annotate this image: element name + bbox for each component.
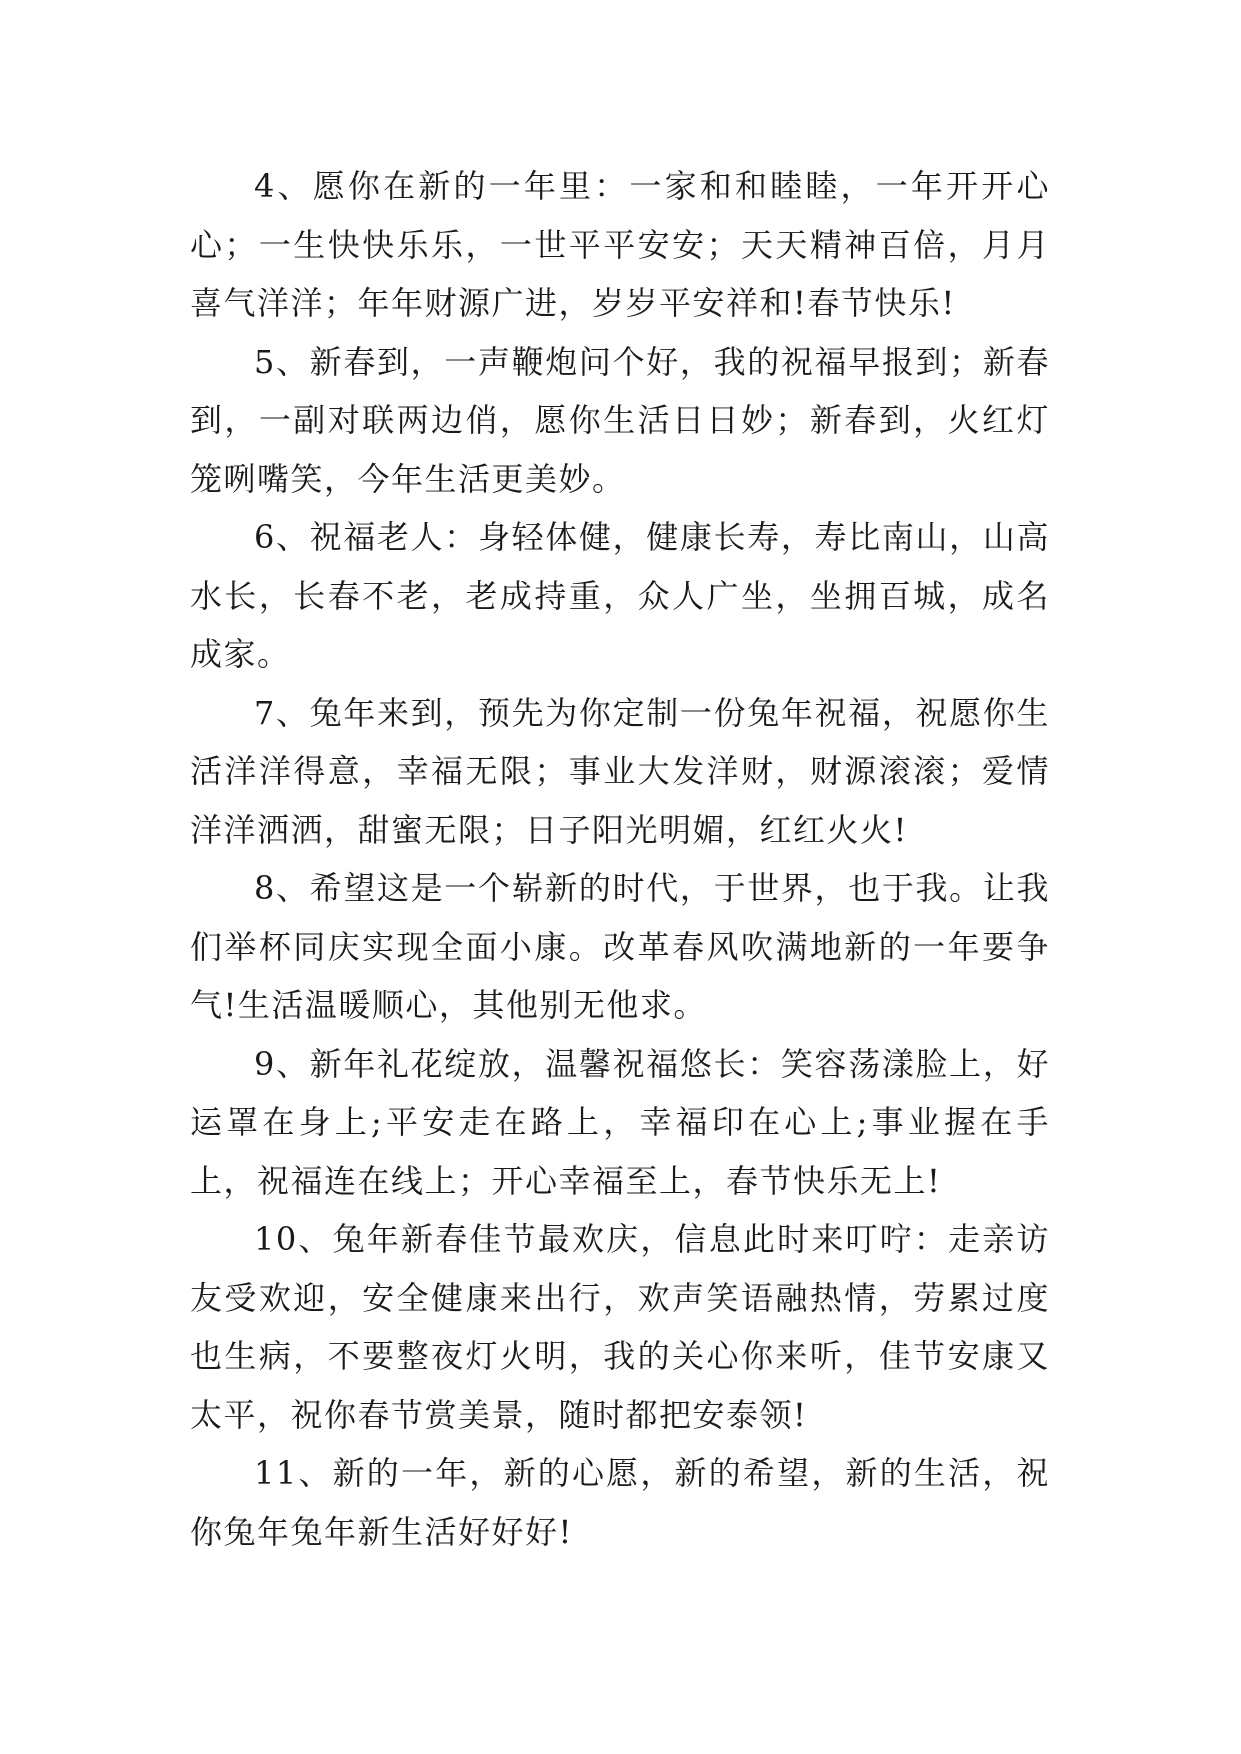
paragraph-8: 8、希望这是一个崭新的时代，于世界，也于我。让我们举杯同庆实现全面小康。改革春风吹满地新的一年要争气!生活温暖顺心，其他别无他求。 (190, 869, 1050, 1024)
paragraph-6: 6、祝福老人：身轻体健，健康长寿，寿比南山，山高水长，长春不老，老成持重，众人广坐，坐拥百城，成名成家。 (190, 518, 1050, 673)
paragraph-4: 4、愿你在新的一年里：一家和和睦睦，一年开开心心；一生快快乐乐，一世平平安安；天天精神百倍，月月喜气洋洋；年年财源广进，岁岁平安祥和!春节快乐! (190, 167, 1050, 322)
paragraph-11: 11、新的一年，新的心愿，新的希望，新的生活，祝你兔年兔年新生活好好好! (190, 1454, 1050, 1551)
paragraph-5: 5、新春到，一声鞭炮问个好，我的祝福早报到；新春到，一副对联两边俏，愿你生活日日妙；新春到，火红灯笼咧嘴笑，今年生活更美妙。 (190, 342, 1050, 498)
paragraph-10: 10、兔年新春佳节最欢庆，信息此时来叮咛：走亲访友受欢迎，安全健康来出行，欢声笑语融热情，劳累过度也生病，不要整夜灯火明，我的关心你来听，佳节安康又太平，祝你春节赏美景，随时都把安泰领! (190, 1220, 1050, 1434)
document-body (190, 157, 1050, 1561)
paragraph-9: 9、新年礼花绽放，温馨祝福悠长：笑容荡漾脸上，好运罩在身上;平安走在路上，幸福印在心上;事业握在手上，祝福连在线上；开心幸福至上，春节快乐无上! (190, 1044, 1050, 1200)
paragraph-7: 7、兔年来到，预先为你定制一份兔年祝福，祝愿你生活洋洋得意，幸福无限；事业大发洋财，财源滚滚；爱情洋洋洒洒，甜蜜无限；日子阳光明媚，红红火火! (190, 693, 1050, 849)
